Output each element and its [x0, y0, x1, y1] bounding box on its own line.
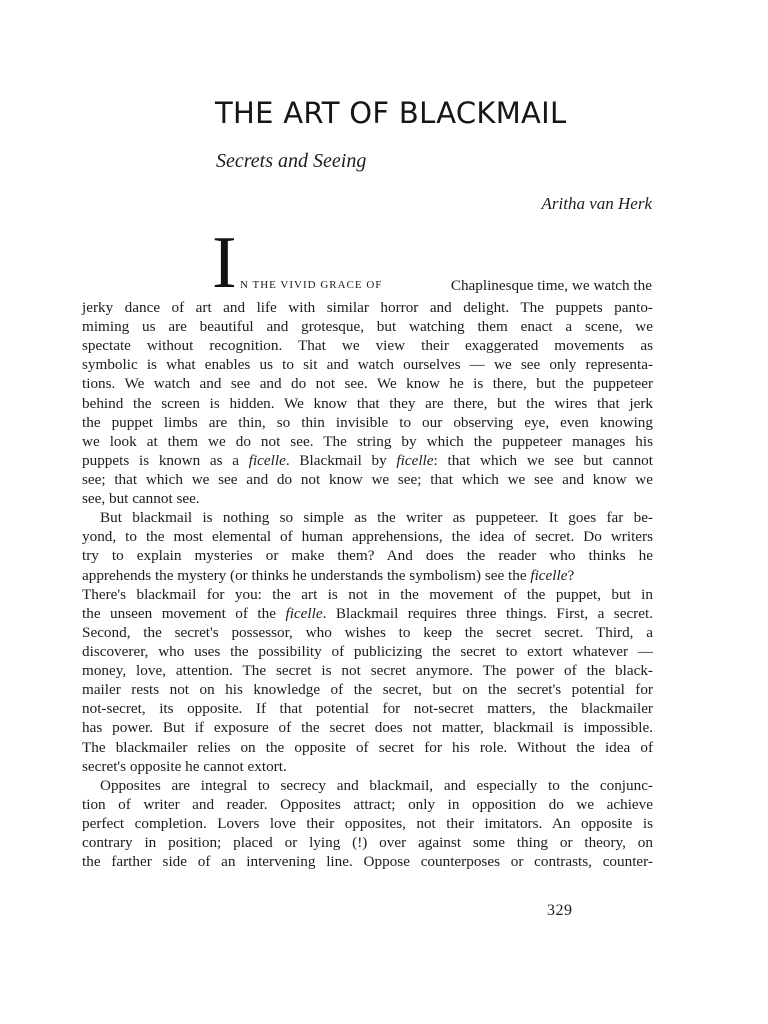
body-line: mailer rests not on his knowledge of the secret, but on the secret's potential for	[82, 681, 653, 699]
body-line: discoverer, who uses the possibility of publicizing the secret to extort whatever —	[82, 642, 653, 660]
body-line: the unseen movement of the ficelle. Blackmail requires three things. First, a secret.	[82, 604, 654, 622]
body-line: contrary in position; placed or lying (!) over against some thing or theory, on	[82, 834, 653, 852]
body-line: miming us are beautiful and grotesque, but watching them enact a scene, we	[82, 318, 653, 336]
body-line: secret's opposite he cannot extort.	[82, 757, 287, 775]
body-line: yond, to the most elemental of human apprehensions, the idea of secret. Do writers	[82, 528, 653, 546]
body-line: There's blackmail for you: the art is not in the movement of the puppet, but in	[82, 585, 653, 603]
body-line: the farther side of an intervening line. Oppose counterposes or contrasts, counter-	[82, 853, 653, 871]
body-line: try to explain mysteries or make them? And does the reader who thinks he	[82, 547, 653, 565]
article-author: Aritha van Herk	[541, 194, 652, 213]
drop-cap: I	[212, 222, 237, 304]
body-line: Second, the secret's possessor, who wishes to keep the secret secret. Third, a	[82, 623, 653, 641]
article-body	[82, 298, 653, 871]
article-title: THE ART OF BLACKMAIL	[215, 96, 567, 130]
body-line: see; that which we see and do not know we see; that which we see and know we	[82, 470, 653, 488]
body-line: we look at them we do not see. The string by which the puppeteer manages his	[82, 432, 653, 450]
opening-small-caps: N THE VIVID GRACE OF	[240, 279, 383, 291]
body-line: apprehends the mystery (or thinks he understands the symbolism) see the ficelle?	[82, 566, 575, 584]
opening-line	[240, 276, 652, 295]
body-line: symbolic is what enables us to sit and watch ourselves — we see only representa-	[82, 356, 653, 374]
body-line: The blackmailer relies on the opposite of secret for his role. Without the idea of	[82, 738, 653, 756]
page-number: 329	[547, 902, 573, 919]
opening-rest: Chaplinesque time, we watch the	[450, 277, 652, 294]
body-line: has power. But if exposure of the secret does not matter, blackmail is impossible.	[82, 719, 653, 737]
article-subtitle: Secrets and Seeing	[216, 150, 367, 172]
body-line: not-secret, its opposite. If that potential for not-secret matters, the blackmailer	[82, 700, 653, 718]
body-line: spectate without recognition. That we view their exaggerated movements as	[82, 337, 653, 355]
body-line: jerky dance of art and life with similar horror and delight. The puppets panto-	[82, 299, 653, 316]
body-line: behind the screen is hidden. We know that they are there, but the wires that jerk	[82, 394, 653, 412]
body-line: the puppet limbs are thin, so thin invisible to our observing eye, even knowing	[82, 413, 653, 431]
body-line: tion of writer and reader. Opposites attract; only in opposition do we achieve	[82, 795, 653, 813]
body-line: tions. We watch and see and do not see. We know he is there, but the puppeteer	[82, 375, 653, 393]
body-line: perfect completion. Lovers love their opposites, not their imitators. An opposite is	[82, 814, 653, 832]
body-line: But blackmail is nothing so simple as the writer as puppeteer. It goes far be-	[100, 509, 653, 527]
body-line: Opposites are integral to secrecy and blackmail, and especially to the conjunc-	[100, 776, 653, 794]
body-line: money, love, attention. The secret is not secret anymore. The power of the black-	[82, 662, 653, 680]
body-line: see, but cannot see.	[82, 490, 200, 508]
body-line: puppets is known as a ficelle. Blackmail by ficelle: that which we see but cannot	[82, 451, 653, 469]
